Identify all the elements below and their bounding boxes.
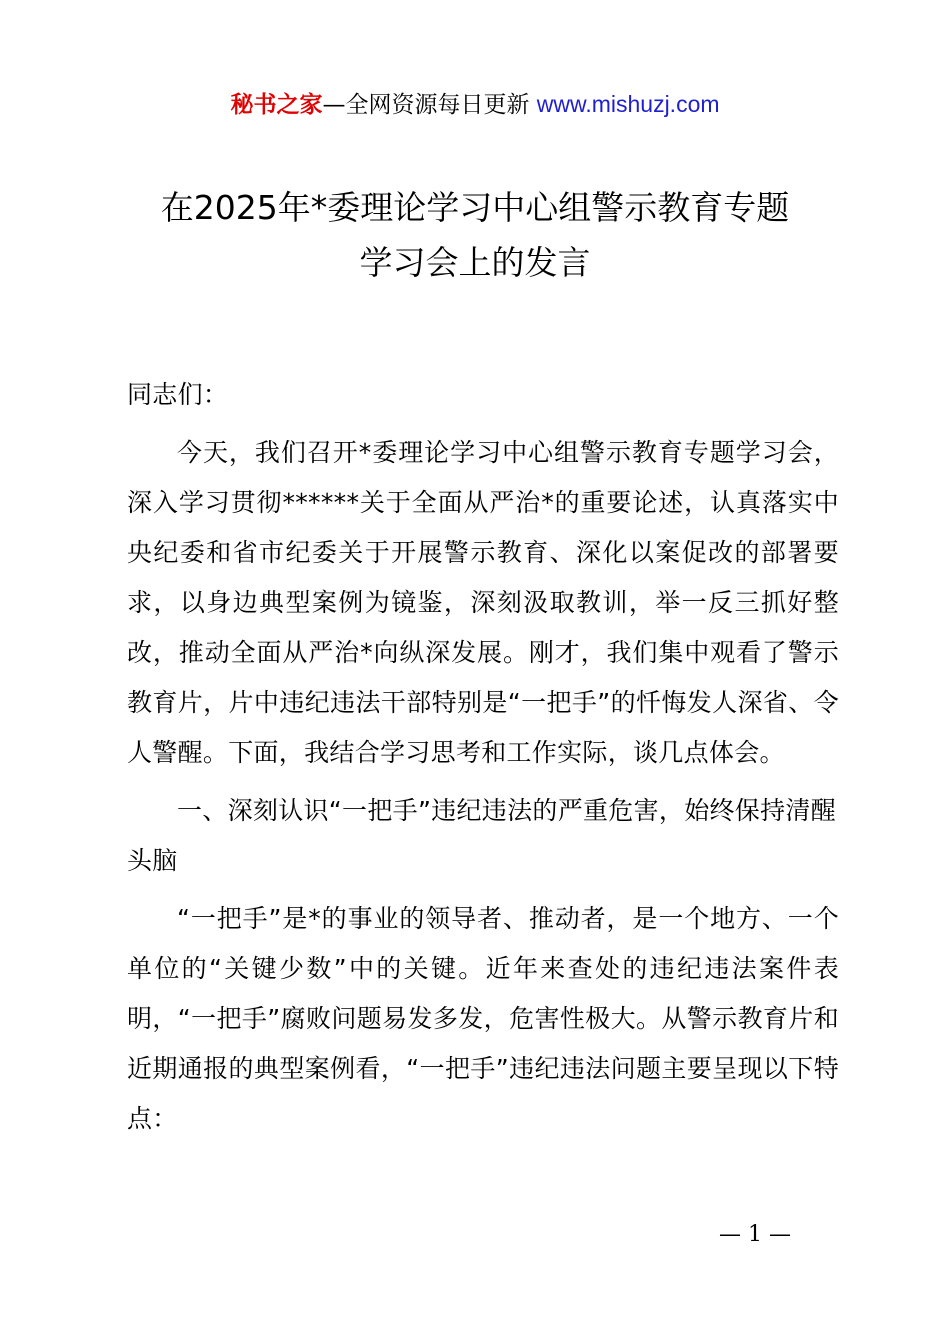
title-line-1: 在2025年*委理论学习中心组警示教育专题 xyxy=(160,188,790,227)
section-heading-1: 一、深刻认识“一把手”违纪违法的严重危害，始终保持清醒头脑 xyxy=(127,796,837,875)
brand-name: 秘书之家 xyxy=(230,92,323,118)
header-tagline: —全网资源每日更新 xyxy=(322,92,530,118)
title-line-2: 学习会上的发言 xyxy=(359,243,591,282)
paragraph-2: “一把手”是*的事业的领导者、推动者，是一个地方、一个单位的“关键少数”中的关键。近年来查处的违纪违法案件表明，“一把手”腐败问题易发多发，危害性极大。从警示教育片和近期通报的典型案例看，“一把手”违纪违法问题主要呈现以下特点： xyxy=(127,904,839,1133)
document-title xyxy=(60,180,890,290)
salutation: 同志们： xyxy=(127,380,229,409)
document-body xyxy=(127,370,839,1152)
paragraph-1: 今天，我们召开*委理论学习中心组警示教育专题学习会，深入学习贯彻******关于全面从严治*的重要论述，认真落实中央纪委和省市纪委关于开展警示教育、深化以案促改的部署要求，以身边典型案例为镜鉴，深刻汲取教训，举一反三抓好整改，推动全面从严治*向纵深发展。刚才，我们集中观看了警示教育片，片中违纪违法干部特别是“一把手”的忏悔发人深省、令人警醒。下面，我结合学习思考和工作实际，谈几点体会。 xyxy=(127,438,839,767)
site-header xyxy=(0,88,950,121)
site-url-link[interactable]: www.mishuzj.com xyxy=(536,91,720,117)
page-number: — 1 — xyxy=(719,1222,791,1247)
